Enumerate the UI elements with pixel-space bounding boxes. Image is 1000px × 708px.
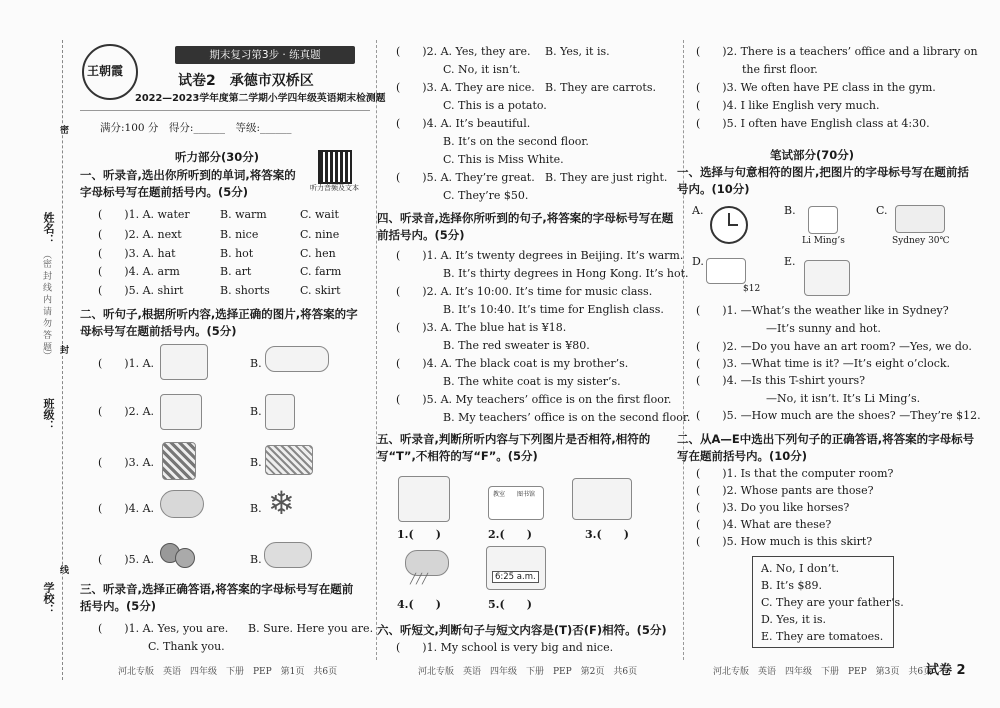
s1-q3-b: B. hot <box>220 247 254 260</box>
section2-title: 二、听句子,根据所听内容,选择正确的图片,将答案的字母标号写在题前括号内。(5分) <box>80 307 358 338</box>
s1-q1-b: B. warm <box>220 208 267 221</box>
playground-picture <box>572 478 632 520</box>
s2-q1-b: B. <box>250 357 262 370</box>
option-d: D. Yes, it is. <box>761 613 826 626</box>
s3-q4-a: ( )4. A. It’s beautiful. <box>396 117 531 130</box>
tshirt-picture <box>808 206 838 234</box>
option-e: E. They are tomatoes. <box>761 630 884 643</box>
score-line: 满分:100 分 得分:______ 等级:______ <box>100 122 292 134</box>
s5-q2: 2.( ) <box>488 528 532 541</box>
letter-b: B. <box>784 204 796 217</box>
section4-title: 四、听录音,选择你所听到的句子,将答案的字母标号写在题前括号内。(5分) <box>377 211 674 242</box>
s3-q5-a: ( )5. A. They’re great. <box>396 171 535 184</box>
s4-q5-b: B. My teachers’ office is on the second floor. <box>443 411 691 424</box>
pool-picture <box>265 346 329 372</box>
footer-page3: 河北专版 英语 四年级 下册 PEP 第3页 共6页 <box>713 667 933 677</box>
w2-q3: ( )3. Do you like horses? <box>696 501 850 514</box>
s2-q4-a: ( )4. A. <box>98 502 155 515</box>
teacher-picture <box>265 394 295 430</box>
s2-q4-b: B. <box>250 502 262 515</box>
exam-subtitle: 2022—2023学年度第二学期小学四年级英语期末检测题 <box>135 93 386 104</box>
seal-line <box>62 40 63 680</box>
logo-text: 王朝霞 <box>87 64 124 78</box>
s4-q1-a: ( )1. A. It’s twenty degrees in Beijing. It’s warm. <box>396 249 684 262</box>
column-divider-2 <box>683 40 684 660</box>
w1-q1: ( )1. —What’s the weather like in Sydney? <box>696 304 949 317</box>
music-class-picture <box>160 394 202 430</box>
sign-library: 图书馆 <box>517 491 536 498</box>
footer-page2: 河北专版 英语 四年级 下册 PEP 第2页 共6页 <box>418 667 638 677</box>
s3-q1-a: ( )1. A. Yes, you are. <box>98 622 229 635</box>
w1-q4-answer: —No, it isn’t. It’s Li Ming’s. <box>766 392 921 405</box>
name-label: 姓名： <box>42 212 55 245</box>
seal-char-xian: 线 <box>58 565 68 574</box>
w2-q5: ( )5. How much is this skirt? <box>696 535 873 548</box>
scarf-picture <box>162 442 196 480</box>
section1-title: 一、听录音,选出你所听到的单词,将答案的字母标号写在题前括号内。(5分) <box>80 168 296 199</box>
s5-q5: 5.( ) <box>488 598 532 611</box>
seal-char-feng: 封 <box>58 345 68 354</box>
w1-q1-answer: —It’s sunny and hot. <box>766 322 881 335</box>
school-label: 学校： <box>42 582 55 615</box>
letter-d: D. <box>692 255 704 268</box>
writing1-title: 一、选择与句意相符的图片,把图片的字母标号写在题前括号内。(10分) <box>677 165 969 196</box>
footer-page1: 河北专版 英语 四年级 下册 PEP 第1页 共6页 <box>118 667 338 677</box>
sydney-opera-picture <box>895 205 945 233</box>
w2-q2: ( )2. Whose pants are those? <box>696 484 874 497</box>
s3-q2-a: ( )2. A. Yes, they are. <box>396 45 531 58</box>
class-label: 班级： <box>42 398 55 431</box>
header-rule <box>80 110 370 111</box>
s3-q2-b: B. Yes, it is. <box>545 45 610 58</box>
s4-q4-b: B. The white coat is my sister’s. <box>443 375 621 388</box>
s2-q3-a: ( )3. A. <box>98 456 155 469</box>
s6-q3: ( )3. We often have PE class in the gym. <box>696 81 936 94</box>
seal-char-mi: 密 <box>58 125 68 134</box>
writing2-title: 二、从A—E中选出下列句子的正确答语,将答案的字母标号写在题前括号内。(10分) <box>677 432 975 463</box>
snowflake-icon: ❄ <box>268 484 295 522</box>
caption-price: $12 <box>743 284 761 294</box>
section3-title: 三、听录音,选择正确答语,将答案的字母标号写在题前括号内。(5分) <box>80 582 354 613</box>
s1-q2-c: C. nine <box>300 228 340 241</box>
s1-q2-b: B. nice <box>220 228 259 241</box>
s4-q4-a: ( )4. A. The black coat is my brother’s. <box>396 357 629 370</box>
listening-title: 听力部分(30分) <box>175 150 260 164</box>
s1-q3-c: C. hen <box>300 247 336 260</box>
exam-title: 试卷2 承德市双桥区 <box>178 73 314 89</box>
s5-q3: 3.( ) <box>585 528 629 541</box>
w2-q1: ( )1. Is that the computer room? <box>696 467 894 480</box>
tomato-icon <box>175 548 195 568</box>
option-b: B. It’s $89. <box>761 579 822 592</box>
clock-time: 6:25 a.m. <box>492 571 539 583</box>
s3-q4-c: C. This is Miss White. <box>443 153 564 166</box>
s2-q5-a: ( )5. A. <box>98 553 155 566</box>
s3-q5-c: C. They’re $50. <box>443 189 529 202</box>
seal-note: （密 封 线 内 请 勿 答 题） <box>41 250 51 361</box>
s3-q3-b: B. They are carrots. <box>545 81 656 94</box>
option-a: A. No, I don’t. <box>761 562 840 575</box>
s2-q2-b: B. <box>250 405 262 418</box>
s1-q1-c: C. wait <box>300 208 339 221</box>
s1-q1-a: ( )1. A. water <box>98 208 190 221</box>
s6-q5: ( )5. I often have English class at 4:30. <box>696 117 930 130</box>
s1-q3-a: ( )3. A. hat <box>98 247 176 260</box>
banner: 期末复习第3步 · 练真题 <box>175 46 355 64</box>
s3-q2-c: C. No, it isn’t. <box>443 63 521 76</box>
w1-q2: ( )2. —Do you have an art room? —Yes, we do. <box>696 340 972 353</box>
letter-a: A. <box>692 204 704 217</box>
girl-watering-picture <box>398 476 450 522</box>
s3-q3-a: ( )3. A. They are nice. <box>396 81 535 94</box>
w1-q4: ( )4. —Is this T-shirt yours? <box>696 374 866 387</box>
section5-title: 五、听录音,判断所听内容与下列图片是否相符,相符的写“T”,不相符的写“F”。(5分) <box>377 432 651 463</box>
s5-q4: 4.( ) <box>397 598 441 611</box>
s1-q2-a: ( )2. A. next <box>98 228 182 241</box>
s2-q2-a: ( )2. A. <box>98 405 155 418</box>
column-divider-1 <box>376 40 377 660</box>
s6-q1: ( )1. My school is very big and nice. <box>396 641 614 654</box>
s1-q5-b: B. shorts <box>220 284 270 297</box>
rain-drops-icon: ╱╱╱ <box>410 574 429 585</box>
s4-q3-a: ( )3. A. The blue hat is ¥18. <box>396 321 567 334</box>
writing-title: 笔试部分(70分) <box>770 148 855 162</box>
s4-q2-b: B. It’s 10:40. It’s time for English class. <box>443 303 664 316</box>
section6-title: 六、听短文,判断句子与短文内容是(T)否(F)相符。(5分) <box>377 623 667 637</box>
boy-waking-picture <box>486 546 546 590</box>
s6-q2: ( )2. There is a teachers’ office and a library on <box>696 45 978 58</box>
caption-li-ming: Li Ming’s <box>802 236 845 246</box>
s6-q4: ( )4. I like English very much. <box>696 99 880 112</box>
sign-classroom: 教室 <box>493 491 506 498</box>
w2-q4: ( )4. What are these? <box>696 518 832 531</box>
s4-q5-a: ( )5. A. My teachers’ office is on the first floor. <box>396 393 672 406</box>
s3-q3-c: C. This is a potato. <box>443 99 547 112</box>
gloves-picture <box>265 445 313 475</box>
w1-q3: ( )3. —What time is it? —It’s eight o’clock. <box>696 357 951 370</box>
s4-q3-b: B. The red sweater is ¥80. <box>443 339 590 352</box>
s1-q4-a: ( )4. A. arm <box>98 265 180 278</box>
art-room-picture <box>804 260 850 296</box>
s1-q4-b: B. art <box>220 265 252 278</box>
rain-cloud-picture <box>405 550 449 576</box>
s3-q5-b: B. They are just right. <box>545 171 668 184</box>
w1-q5: ( )5. —How much are the shoes? —They’re $12. <box>696 409 981 422</box>
s6-q2-cont: the first floor. <box>742 63 818 76</box>
paper-badge: 试卷 2 <box>926 663 966 678</box>
s3-q1-b: B. Sure. Here you are. <box>248 622 374 635</box>
s2-q3-b: B. <box>250 456 262 469</box>
letter-c: C. <box>876 204 888 217</box>
building-picture <box>488 486 544 520</box>
s5-q1: 1.( ) <box>397 528 441 541</box>
qr-code[interactable] <box>318 150 352 184</box>
publisher-logo <box>82 44 138 100</box>
clock-icon <box>710 206 748 244</box>
shoes-picture <box>706 258 746 284</box>
s4-q2-a: ( )2. A. It’s 10:00. It’s time for music class. <box>396 285 653 298</box>
s3-q4-b: B. It’s on the second floor. <box>443 135 589 148</box>
caption-sydney: Sydney 30℃ <box>892 236 950 246</box>
qr-caption: 听力音频及文本 <box>310 184 359 192</box>
option-c: C. They are your father’s. <box>761 596 904 609</box>
potatoes-picture <box>264 542 312 568</box>
s1-q5-a: ( )5. A. shirt <box>98 284 184 297</box>
s1-q5-c: C. skirt <box>300 284 341 297</box>
s2-q5-b: B. <box>250 553 262 566</box>
letter-e: E. <box>784 255 796 268</box>
s2-q1-a: ( )1. A. <box>98 357 155 370</box>
s4-q1-b: B. It’s thirty degrees in Hong Kong. It’s hot. <box>443 267 689 280</box>
classroom-picture <box>160 344 208 380</box>
s1-q4-c: C. farm <box>300 265 342 278</box>
s3-q1-c: C. Thank you. <box>148 640 225 653</box>
rain-cloud-picture <box>160 490 204 518</box>
answer-options-box <box>752 556 904 648</box>
